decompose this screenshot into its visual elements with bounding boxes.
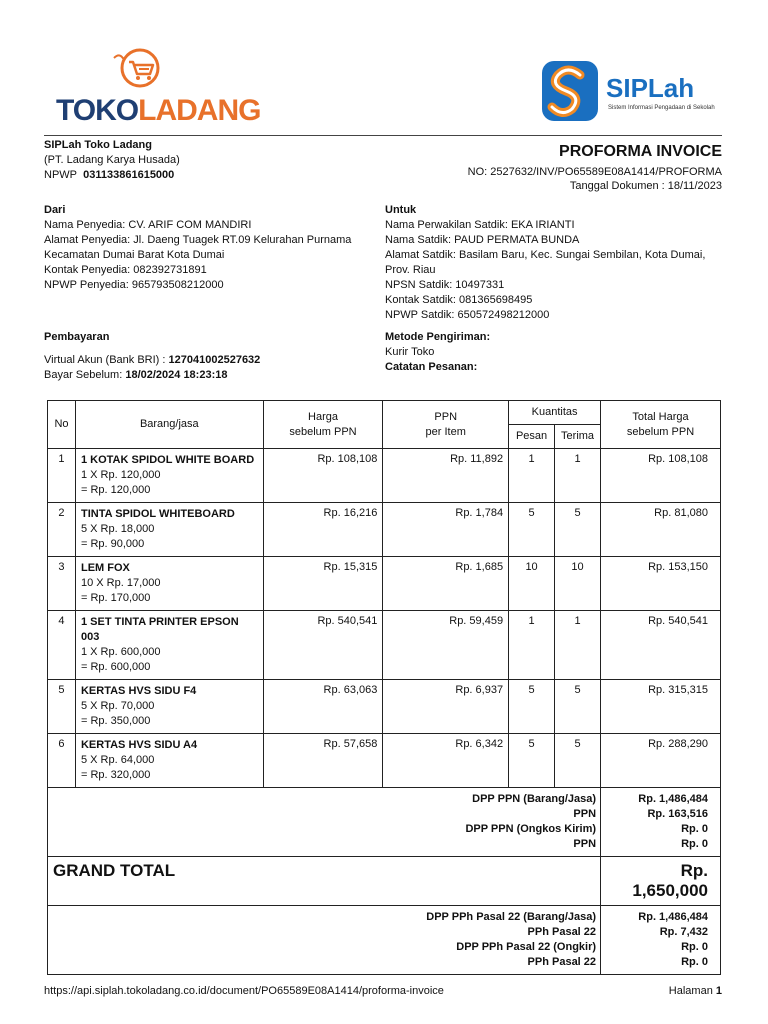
to-line: NPSN Satdik: 10497331	[385, 279, 505, 291]
item-qty-line: 5 X Rp. 70,000	[80, 700, 155, 712]
row-qty-order: 1	[509, 449, 555, 503]
siplah-wordmark: SIPLah	[606, 73, 695, 103]
pph-values: Rp. 1,486,484 Rp. 7,432 Rp. 0 Rp. 0	[601, 906, 721, 975]
from-line: NPWP Penyedia: 965793508212000	[44, 279, 224, 291]
row-no: 5	[48, 680, 76, 734]
row-no: 1	[48, 449, 76, 503]
col-ppn: PPN per Item	[383, 401, 509, 449]
document-title: PROFORMA INVOICE	[559, 143, 722, 160]
row-qty-order: 5	[509, 734, 555, 788]
row-qty-order: 5	[509, 503, 555, 557]
row-qty-received: 5	[555, 734, 601, 788]
to-line: NPWP Satdik: 650572498212000	[385, 309, 550, 321]
siplah-tagline: Sistem Informasi Pengadaan di Sekolah	[608, 105, 715, 111]
col-total: Total Harga sebelum PPN	[601, 401, 721, 449]
from-line: Kecamatan Dumai Barat Kota Dumai	[44, 249, 225, 261]
from-line: Nama Penyedia: CV. ARIF COM MANDIRI	[44, 219, 252, 231]
row-qty-received: 5	[555, 503, 601, 557]
item-name: TINTA SPIDOL WHITEBOARD	[80, 508, 235, 520]
col-qty-order: Pesan	[509, 425, 555, 449]
row-item	[75, 449, 263, 503]
row-item	[75, 680, 263, 734]
pay-before: Bayar Sebelum: 18/02/2024 18:23:18	[44, 369, 228, 381]
payment-section	[44, 330, 260, 383]
tokoladang-wordmark: TOKOLADANG	[56, 94, 261, 127]
row-total: Rp. 108,108	[601, 449, 721, 503]
to-line: Alamat Satdik: Basilam Baru, Kec. Sungai Sembilan, Kota Dumai,	[385, 249, 706, 261]
row-no: 2	[48, 503, 76, 557]
row-total: Rp. 315,315	[601, 680, 721, 734]
item-subtotal-line: = Rp. 170,000	[80, 592, 151, 604]
payment-heading: Pembayaran	[44, 331, 110, 343]
item-subtotal-line: = Rp. 350,000	[80, 715, 151, 727]
item-qty-line: 1 X Rp. 600,000	[80, 646, 161, 658]
shipping-section	[385, 330, 490, 375]
virtual-account: Virtual Akun (Bank BRI) : 127041002527632	[44, 354, 261, 366]
to-section	[385, 203, 705, 323]
row-ppn: Rp. 6,937	[383, 680, 509, 734]
row-total: Rp. 288,290	[601, 734, 721, 788]
row-no: 4	[48, 611, 76, 680]
table-row	[48, 680, 721, 734]
item-subtotal-line: = Rp. 600,000	[80, 661, 151, 673]
row-no: 3	[48, 557, 76, 611]
footer-url[interactable]: https://api.siplah.tokoladang.co.id/document/PO65589E08A1414/proforma-invoice	[44, 985, 444, 997]
siplah-s-icon	[538, 55, 602, 125]
document-date: Tanggal Dokumen : 18/11/2023	[569, 180, 722, 192]
row-price: Rp. 108,108	[263, 449, 383, 503]
row-item	[75, 611, 263, 680]
from-heading: Dari	[44, 204, 66, 216]
row-total: Rp. 81,080	[601, 503, 721, 557]
item-qty-line: 1 X Rp. 120,000	[80, 469, 161, 481]
row-item	[75, 503, 263, 557]
shipping-heading: Metode Pengiriman:	[385, 331, 491, 343]
items-table	[47, 400, 721, 975]
to-line: Kontak Satdik: 081365698495	[385, 294, 533, 306]
item-name: KERTAS HVS SIDU F4	[80, 685, 197, 697]
row-item	[75, 557, 263, 611]
row-qty-order: 10	[509, 557, 555, 611]
row-price: Rp. 15,315	[263, 557, 383, 611]
row-qty-received: 1	[555, 449, 601, 503]
grand-total-label: GRAND TOTAL	[48, 857, 601, 906]
table-row	[48, 611, 721, 680]
col-qty-received: Terima	[555, 425, 601, 449]
row-qty-order: 1	[509, 611, 555, 680]
row-price: Rp. 63,063	[263, 680, 383, 734]
table-row	[48, 557, 721, 611]
from-line: Alamat Penyedia: Jl. Daeng Tuagek RT.09 Kelurahan Purnama	[44, 234, 352, 246]
col-price: Harga sebelum PPN	[263, 401, 383, 449]
item-qty-line: 10 X Rp. 17,000	[80, 577, 161, 589]
item-name: 1 SET TINTA PRINTER EPSON 003	[80, 616, 239, 643]
row-price: Rp. 57,658	[263, 734, 383, 788]
table-row	[48, 503, 721, 557]
row-price: Rp. 540,541	[263, 611, 383, 680]
row-qty-received: 5	[555, 680, 601, 734]
item-qty-line: 5 X Rp. 18,000	[80, 523, 155, 535]
table-row	[48, 449, 721, 503]
col-item: Barang/jasa	[75, 401, 263, 449]
from-section	[44, 203, 351, 293]
item-qty-line: 5 X Rp. 64,000	[80, 754, 155, 766]
row-ppn: Rp. 1,784	[383, 503, 509, 557]
from-line: Kontak Penyedia: 082392731891	[44, 264, 207, 276]
col-no: No	[48, 401, 76, 449]
row-ppn: Rp. 6,342	[383, 734, 509, 788]
row-total: Rp. 153,150	[601, 557, 721, 611]
item-subtotal-line: = Rp. 90,000	[80, 538, 145, 550]
to-line: Nama Satdik: PAUD PERMATA BUNDA	[385, 234, 580, 246]
col-quantity: Kuantitas	[509, 401, 601, 425]
summary-labels: DPP PPN (Barang/Jasa) PPN DPP PPN (Ongkos Kirim) PPN	[48, 788, 601, 857]
row-price: Rp. 16,216	[263, 503, 383, 557]
page-footer	[44, 985, 722, 997]
item-subtotal-line: = Rp. 120,000	[80, 484, 151, 496]
item-name: 1 KOTAK SPIDOL WHITE BOARD	[80, 454, 255, 466]
document-number: NO: 2527632/INV/PO65589E08A1414/PROFORMA	[467, 166, 722, 178]
row-item	[75, 734, 263, 788]
row-qty-order: 5	[509, 680, 555, 734]
row-total: Rp. 540,541	[601, 611, 721, 680]
row-no: 6	[48, 734, 76, 788]
seller-name: SIPLah Toko Ladang	[44, 139, 152, 151]
document-meta	[468, 165, 722, 193]
to-line: Nama Perwakilan Satdik: EKA IRIANTI	[385, 219, 575, 231]
tokoladang-logo	[52, 44, 261, 130]
order-notes-heading: Catatan Pesanan:	[385, 361, 478, 373]
seller-company: (PT. Ladang Karya Husada)	[44, 154, 180, 166]
to-line: Prov. Riau	[385, 264, 436, 276]
page-indicator: Halaman 1	[668, 985, 722, 997]
row-ppn: Rp. 1,685	[383, 557, 509, 611]
item-name: KERTAS HVS SIDU A4	[80, 739, 198, 751]
summary-values: Rp. 1,486,484 Rp. 163,516 Rp. 0 Rp. 0	[601, 788, 721, 857]
siplah-logo	[538, 55, 728, 127]
header-divider	[44, 135, 722, 136]
seller-info	[44, 138, 180, 183]
row-ppn: Rp. 11,892	[383, 449, 509, 503]
seller-npwp: NPWP 031133861615000	[44, 169, 175, 181]
to-heading: Untuk	[385, 204, 417, 216]
row-qty-received: 1	[555, 611, 601, 680]
row-ppn: Rp. 59,459	[383, 611, 509, 680]
item-name: LEM FOX	[80, 562, 130, 574]
shipping-method: Kurir Toko	[385, 346, 435, 358]
grand-total-value: Rp. 1,650,000	[601, 857, 721, 906]
table-row	[48, 734, 721, 788]
pph-labels: DPP PPh Pasal 22 (Barang/Jasa) PPh Pasal 22 DPP PPh Pasal 22 (Ongkir) PPh Pasal 22	[48, 906, 601, 975]
item-subtotal-line: = Rp. 320,000	[80, 769, 151, 781]
row-qty-received: 10	[555, 557, 601, 611]
